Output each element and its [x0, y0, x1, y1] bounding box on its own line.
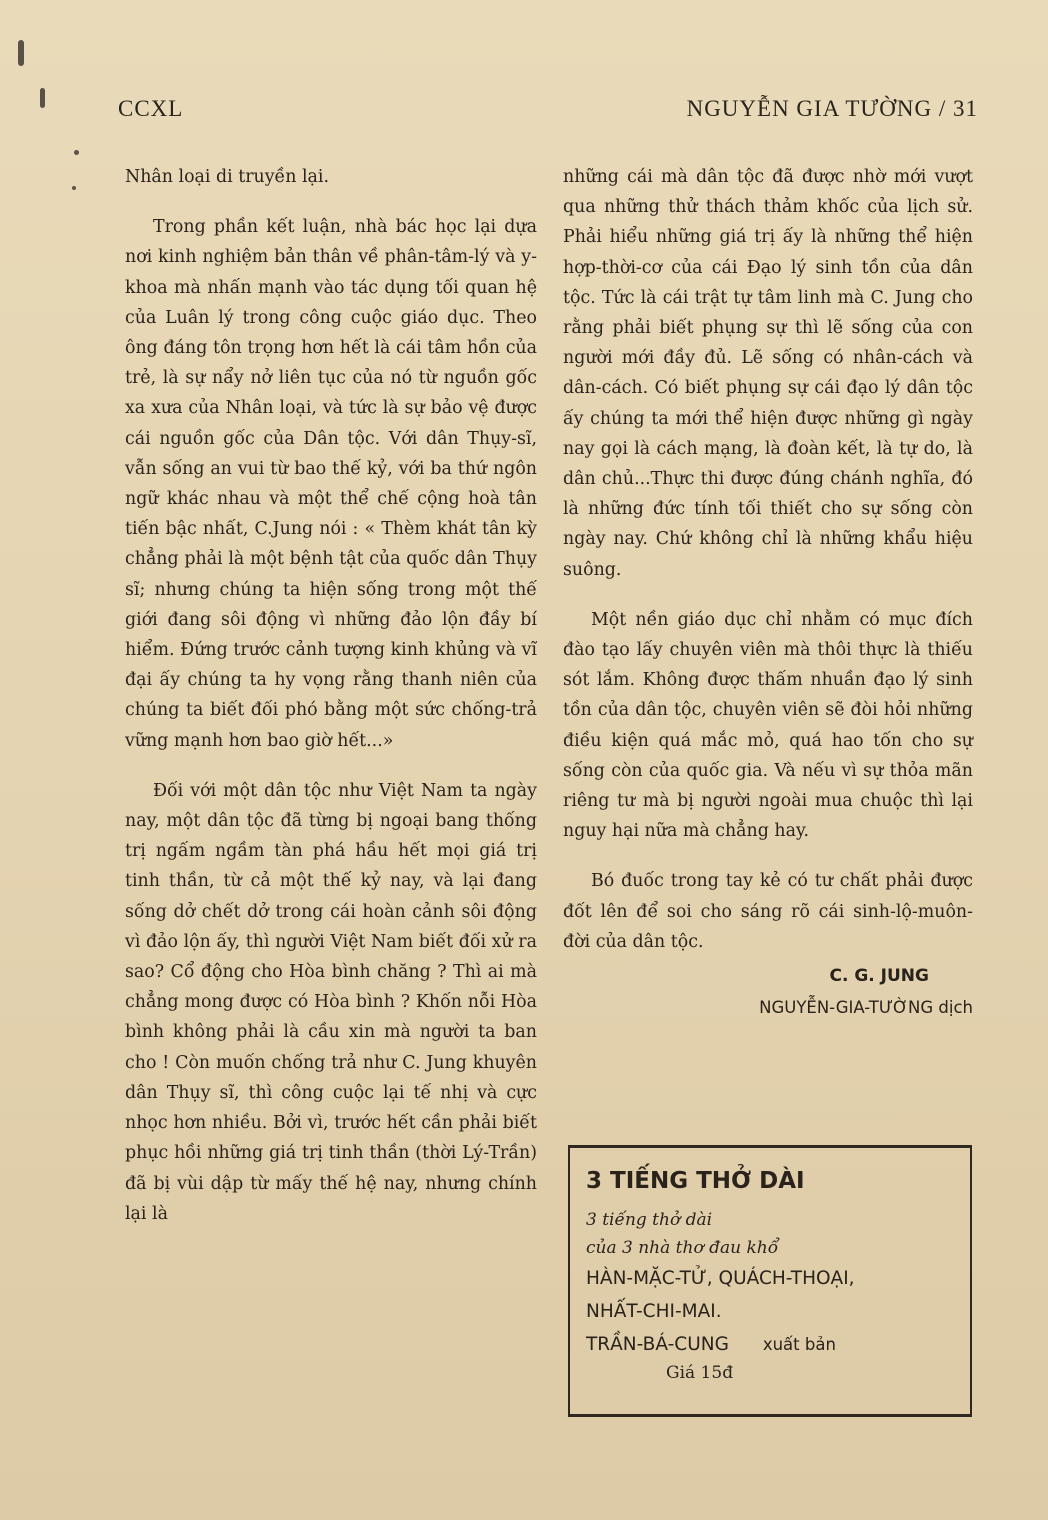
page-edge-mark: [40, 88, 45, 108]
page-dot-mark: [72, 186, 76, 190]
running-head: [118, 96, 978, 132]
signature-block: [563, 961, 973, 1023]
ad-subtitle: 3 tiếng thở dài: [586, 1210, 713, 1230]
page-dot-mark: [74, 150, 79, 155]
ad-publisher-note: xuất bản: [762, 1335, 836, 1354]
paragraph-conclusion: Trong phần kết luận, nhà bác học lại dựa nơi kinh nghiệm bản thân về phân-tâm-lý và y-khoa mà nhấn mạnh vào tác dụng tối quan hệ của Luân lý trong công cuộc giáo dục. Theo ông đáng tôn trọng hơn hết là cái tâm hồn của trẻ, là sự nẩy nở liên tục của nó từ nguồn gốc xa xưa của Nhân loại, và tức là sự bảo vệ được cái nguồn gốc của Dân tộc. Với dân Thụy-sĩ, vẫn sống an vui từ bao thế kỷ, với ba thứ ngôn ngữ khác nhau và một thể chế cộng hoà tân tiến bậc nhất, C.Jung nói : « Thèm khát tân kỳ chẳng phải là một bệnh tật của quốc dân Thụy sĩ; nhưng chúng ta hiện sống trong một thế giới đang sôi động vì những đảo lộn đầy bí hiểm. Đứng trước cảnh tượng kinh khủng và vĩ đại ấy chúng ta hy vọng rằng thanh niên của chúng ta biết đối phó bằng một sức chống-trả vững mạnh hơn bao giờ hết...»: [125, 217, 537, 751]
left-column: [125, 162, 537, 1229]
ad-authors: HÀN-MẶC-TỬ, QUÁCH-THOẠI,: [586, 1268, 855, 1289]
ad-authors-cont: NHẤT-CHI-MAI.: [586, 1301, 722, 1322]
paragraph-values: những cái mà dân tộc đã được nhờ mới vượt qua những thử thách thảm khốc của lịch sử. Phải hiểu những giá trị ấy là những thể hiện hợp-thời-cơ của cái Đạo lý sinh tồn của dân tộc. Tức là cái trật tự tâm linh mà C. Jung cho rằng phải biết phụng sự thì lẽ sống của con người mới đầy đủ. Lẽ sống có nhân-cách và dân-cách. Có biết phụng sự cái đạo lý dân tộc ấy chúng ta mới thể hiện được những gì ngày nay gọi là cách mạng, là đoàn kết, là tự do, là dân chủ...Thực thi được đúng chánh nghĩa, đó là những đức tính tối thiết cho sự sống còn ngày nay. Chứ không chỉ là những khẩu hiệu suông.: [563, 167, 973, 580]
book-advertisement: [568, 1145, 972, 1417]
header-left-label: CCXL: [118, 96, 184, 121]
ad-price: Giá 15đ: [666, 1363, 734, 1383]
page-edge-mark: [18, 40, 24, 66]
paragraph-opening: Nhân loại di truyền lại.: [125, 167, 330, 187]
paragraph-education: Một nền giáo dục chỉ nhằm có mục đích đào tạo lấy chuyên viên mà thôi thực là thiếu sót lắm. Không được thấm nhuần đạo lý sinh tồn của dân tộc, chuyên viên sẽ đòi hỏi những điều kiện quá mắc mỏ, quá hao tốn cho sự sống còn của quốc gia. Và nếu vì sự thỏa mãn riêng tư mà bị người ngoài mua chuộc thì lại nguy hại nữa mà chẳng hay.: [563, 609, 973, 842]
author-name: C. G. JUNG: [829, 966, 929, 987]
ad-publisher-name: TRẦN-BÁ-CUNG: [586, 1334, 729, 1355]
paragraph-vietnam: Đối với một dân tộc như Việt Nam ta ngày nay, một dân tộc đã từng bị ngoại bang thống trị ngấm ngầm tàn phá hầu hết mọi giá trị tinh thần, từ cả một thế kỷ nay, và lại đang sống dở chết dở trong cái hoàn cảnh sôi động vì đảo lộn ấy, thì người Việt Nam biết đối xử ra sao? Cổ động cho Hòa bình chăng ? Thì ai mà chẳng mong được có Hòa bình ? Khốn nỗi Hòa bình không phải là cầu xin mà người ta ban cho ! Còn muốn chống trả như C. Jung khuyên dân Thụy sĩ, thì công cuộc lại tế nhị và cực nhọc hơn nhiều. Bởi vì, trước hết cần phải biết phục hồi những giá trị tinh thần (thời Lý-Trần) đã bị vùi dập từ mấy thế hệ nay, nhưng chính lại là: [125, 780, 537, 1224]
ad-title: 3 TIẾNG THỞ DÀI: [586, 1168, 805, 1194]
translator-credit: NGUYỄN-GIA-TƯỜNG dịch: [759, 998, 973, 1018]
paragraph-torch: Bó đuốc trong tay kẻ có tư chất phải được đốt lên để soi cho sáng rõ cái sinh-lộ-muôn-đời của dân tộc.: [563, 871, 973, 952]
header-author-page: NGUYỄN GIA TƯỜNG / 31: [686, 96, 978, 121]
ad-subtitle-poets: của 3 nhà thơ đau khổ: [586, 1238, 779, 1258]
ad-publisher: [586, 1328, 956, 1361]
right-column: [563, 162, 973, 1023]
